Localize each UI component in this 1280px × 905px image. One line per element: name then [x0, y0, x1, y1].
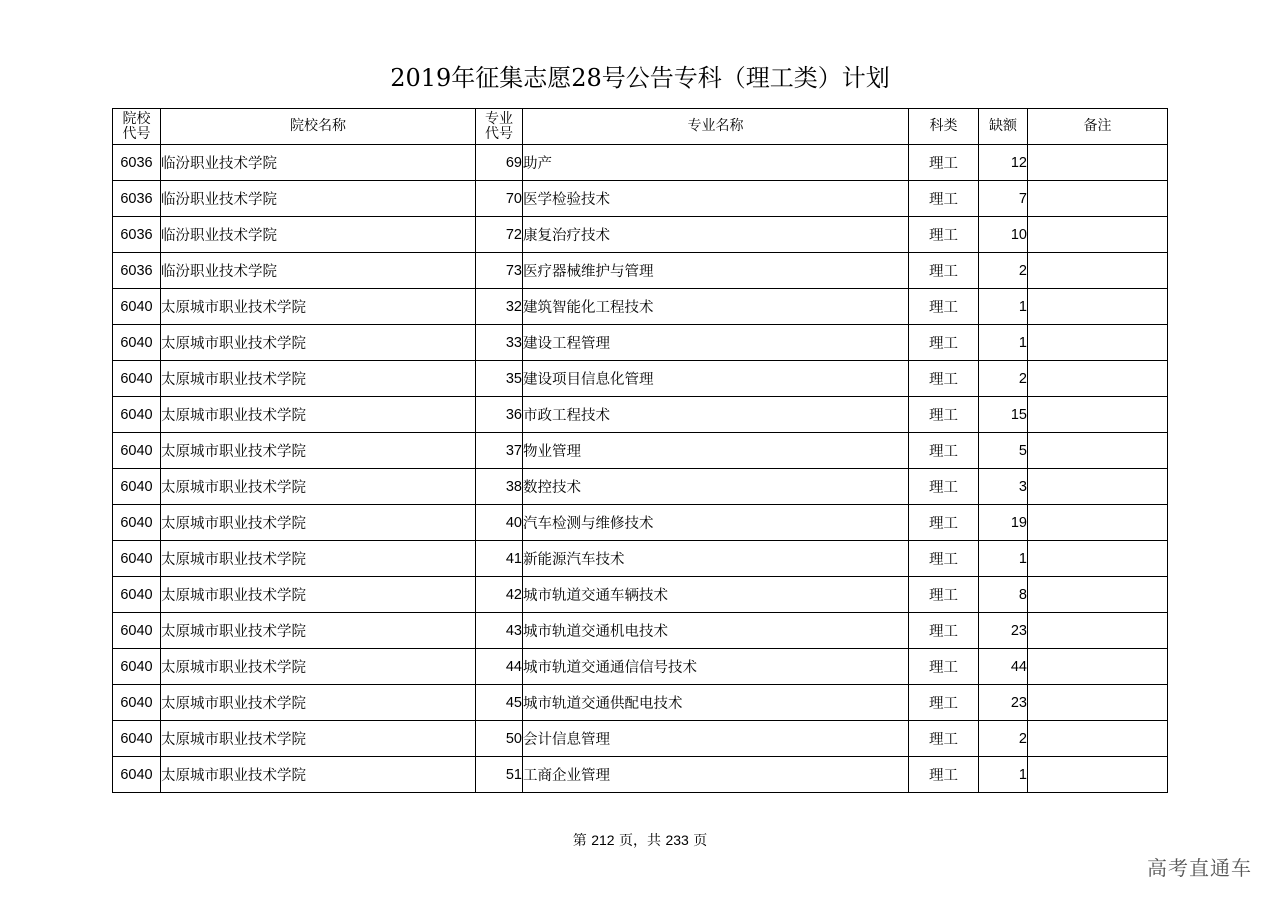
table-row — [113, 505, 1168, 541]
cell-remarks — [1028, 289, 1168, 325]
cell-major-code: 69 — [476, 145, 523, 181]
cell-major-code: 41 — [476, 541, 523, 577]
cell-category: 理工 — [909, 253, 979, 289]
cell-school-name: 太原城市职业技术学院 — [161, 541, 476, 577]
cell-shortfall: 44 — [979, 649, 1028, 685]
cell-remarks — [1028, 145, 1168, 181]
cell-major-code: 50 — [476, 721, 523, 757]
cell-category: 理工 — [909, 361, 979, 397]
cell-shortfall: 10 — [979, 217, 1028, 253]
header-school-code — [113, 109, 161, 145]
cell-category: 理工 — [909, 289, 979, 325]
cell-school-code: 6040 — [113, 685, 161, 721]
cell-school-code: 6040 — [113, 757, 161, 793]
cell-school-code: 6040 — [113, 361, 161, 397]
cell-major-code: 45 — [476, 685, 523, 721]
cell-major-name: 康复治疗技术 — [523, 217, 909, 253]
header-major-code — [476, 109, 523, 145]
table-row — [113, 181, 1168, 217]
cell-major-code: 73 — [476, 253, 523, 289]
plan-table — [112, 108, 1168, 793]
cell-shortfall: 12 — [979, 145, 1028, 181]
cell-school-name: 临汾职业技术学院 — [161, 253, 476, 289]
table-row — [113, 217, 1168, 253]
table-row — [113, 577, 1168, 613]
cell-major-name: 助产 — [523, 145, 909, 181]
cell-school-code: 6040 — [113, 613, 161, 649]
cell-shortfall: 7 — [979, 181, 1028, 217]
cell-shortfall: 2 — [979, 361, 1028, 397]
cell-shortfall: 3 — [979, 469, 1028, 505]
cell-school-code: 6036 — [113, 217, 161, 253]
cell-remarks — [1028, 325, 1168, 361]
cell-remarks — [1028, 613, 1168, 649]
cell-major-name: 物业管理 — [523, 433, 909, 469]
cell-school-name: 临汾职业技术学院 — [161, 181, 476, 217]
cell-school-name: 太原城市职业技术学院 — [161, 433, 476, 469]
cell-major-code: 36 — [476, 397, 523, 433]
cell-major-name: 汽车检测与维修技术 — [523, 505, 909, 541]
table-row — [113, 685, 1168, 721]
cell-school-name: 太原城市职业技术学院 — [161, 577, 476, 613]
cell-school-name: 太原城市职业技术学院 — [161, 325, 476, 361]
cell-category: 理工 — [909, 721, 979, 757]
cell-category: 理工 — [909, 613, 979, 649]
cell-school-code: 6040 — [113, 505, 161, 541]
table-row — [113, 397, 1168, 433]
cell-school-name: 太原城市职业技术学院 — [161, 613, 476, 649]
cell-remarks — [1028, 505, 1168, 541]
cell-category: 理工 — [909, 505, 979, 541]
page-footer — [0, 830, 1280, 850]
table-header-row — [113, 109, 1168, 145]
header-major-code-label: 专业 代号 — [485, 110, 513, 142]
cell-school-code: 6036 — [113, 181, 161, 217]
cell-major-code: 70 — [476, 181, 523, 217]
cell-school-name: 太原城市职业技术学院 — [161, 361, 476, 397]
cell-category: 理工 — [909, 217, 979, 253]
footer-page-number: 212 — [591, 832, 615, 848]
cell-shortfall: 5 — [979, 433, 1028, 469]
table-row — [113, 325, 1168, 361]
cell-shortfall: 1 — [979, 541, 1028, 577]
header-category: 科类 — [909, 109, 979, 145]
cell-school-code: 6040 — [113, 469, 161, 505]
cell-shortfall: 1 — [979, 289, 1028, 325]
cell-category: 理工 — [909, 325, 979, 361]
cell-remarks — [1028, 433, 1168, 469]
cell-school-code: 6040 — [113, 289, 161, 325]
cell-school-name: 太原城市职业技术学院 — [161, 757, 476, 793]
header-remarks: 备注 — [1028, 109, 1168, 145]
footer-suffix: 页 — [693, 833, 708, 849]
cell-school-name: 临汾职业技术学院 — [161, 145, 476, 181]
cell-major-name: 建设项目信息化管理 — [523, 361, 909, 397]
cell-major-code: 32 — [476, 289, 523, 325]
header-shortfall: 缺额 — [979, 109, 1028, 145]
header-major-name: 专业名称 — [523, 109, 909, 145]
cell-school-name: 临汾职业技术学院 — [161, 217, 476, 253]
cell-remarks — [1028, 361, 1168, 397]
cell-remarks — [1028, 577, 1168, 613]
cell-school-code: 6040 — [113, 325, 161, 361]
cell-major-name: 城市轨道交通供配电技术 — [523, 685, 909, 721]
cell-major-code: 35 — [476, 361, 523, 397]
cell-major-name: 建筑智能化工程技术 — [523, 289, 909, 325]
cell-school-name: 太原城市职业技术学院 — [161, 289, 476, 325]
cell-shortfall: 15 — [979, 397, 1028, 433]
cell-remarks — [1028, 721, 1168, 757]
cell-category: 理工 — [909, 541, 979, 577]
footer-middle: 页，共 — [619, 833, 661, 849]
cell-major-name: 工商企业管理 — [523, 757, 909, 793]
header-school-code-label: 院校 代号 — [122, 110, 151, 142]
table-row — [113, 289, 1168, 325]
cell-major-code: 37 — [476, 433, 523, 469]
cell-category: 理工 — [909, 577, 979, 613]
cell-school-code: 6036 — [113, 253, 161, 289]
cell-major-name: 医学检验技术 — [523, 181, 909, 217]
cell-remarks — [1028, 217, 1168, 253]
cell-school-name: 太原城市职业技术学院 — [161, 397, 476, 433]
cell-major-name: 医疗器械维护与管理 — [523, 253, 909, 289]
cell-major-name: 市政工程技术 — [523, 397, 909, 433]
cell-school-code: 6040 — [113, 721, 161, 757]
cell-category: 理工 — [909, 433, 979, 469]
cell-shortfall: 2 — [979, 721, 1028, 757]
cell-school-name: 太原城市职业技术学院 — [161, 649, 476, 685]
table-row — [113, 541, 1168, 577]
cell-major-name: 城市轨道交通机电技术 — [523, 613, 909, 649]
cell-major-code: 40 — [476, 505, 523, 541]
cell-shortfall: 19 — [979, 505, 1028, 541]
cell-major-name: 会计信息管理 — [523, 721, 909, 757]
header-school-name: 院校名称 — [161, 109, 476, 145]
cell-major-code: 51 — [476, 757, 523, 793]
cell-category: 理工 — [909, 757, 979, 793]
cell-major-name: 数控技术 — [523, 469, 909, 505]
cell-category: 理工 — [909, 181, 979, 217]
cell-school-code: 6040 — [113, 649, 161, 685]
cell-major-code: 33 — [476, 325, 523, 361]
footer-total-pages: 233 — [665, 832, 689, 848]
cell-school-name: 太原城市职业技术学院 — [161, 721, 476, 757]
cell-shortfall: 1 — [979, 757, 1028, 793]
table-row — [113, 469, 1168, 505]
cell-major-name: 建设工程管理 — [523, 325, 909, 361]
cell-shortfall: 1 — [979, 325, 1028, 361]
table-row — [113, 433, 1168, 469]
cell-remarks — [1028, 541, 1168, 577]
footer-prefix: 第 — [572, 833, 587, 849]
table-row — [113, 361, 1168, 397]
cell-category: 理工 — [909, 397, 979, 433]
cell-major-code: 38 — [476, 469, 523, 505]
watermark: 高考直通车 — [1147, 856, 1252, 880]
table-row — [113, 721, 1168, 757]
cell-remarks — [1028, 397, 1168, 433]
table-row — [113, 145, 1168, 181]
cell-major-name: 城市轨道交通车辆技术 — [523, 577, 909, 613]
cell-school-code: 6036 — [113, 145, 161, 181]
cell-school-name: 太原城市职业技术学院 — [161, 469, 476, 505]
table-row — [113, 253, 1168, 289]
cell-category: 理工 — [909, 469, 979, 505]
cell-remarks — [1028, 253, 1168, 289]
table-row — [113, 757, 1168, 793]
cell-shortfall: 8 — [979, 577, 1028, 613]
table-body — [113, 145, 1168, 793]
cell-remarks — [1028, 181, 1168, 217]
table-row — [113, 649, 1168, 685]
cell-category: 理工 — [909, 649, 979, 685]
cell-remarks — [1028, 685, 1168, 721]
table-row — [113, 613, 1168, 649]
cell-shortfall: 23 — [979, 613, 1028, 649]
cell-remarks — [1028, 757, 1168, 793]
cell-major-name: 城市轨道交通通信信号技术 — [523, 649, 909, 685]
cell-shortfall: 2 — [979, 253, 1028, 289]
cell-school-code: 6040 — [113, 433, 161, 469]
cell-major-code: 42 — [476, 577, 523, 613]
cell-remarks — [1028, 649, 1168, 685]
cell-remarks — [1028, 469, 1168, 505]
cell-category: 理工 — [909, 145, 979, 181]
cell-major-code: 72 — [476, 217, 523, 253]
cell-school-code: 6040 — [113, 397, 161, 433]
page-title: 2019年征集志愿28号公告专科（理工类）计划 — [390, 64, 890, 92]
cell-major-name: 新能源汽车技术 — [523, 541, 909, 577]
cell-major-code: 43 — [476, 613, 523, 649]
cell-school-code: 6040 — [113, 577, 161, 613]
cell-major-code: 44 — [476, 649, 523, 685]
cell-school-name: 太原城市职业技术学院 — [161, 685, 476, 721]
cell-category: 理工 — [909, 685, 979, 721]
cell-school-code: 6040 — [113, 541, 161, 577]
cell-shortfall: 23 — [979, 685, 1028, 721]
cell-school-name: 太原城市职业技术学院 — [161, 505, 476, 541]
